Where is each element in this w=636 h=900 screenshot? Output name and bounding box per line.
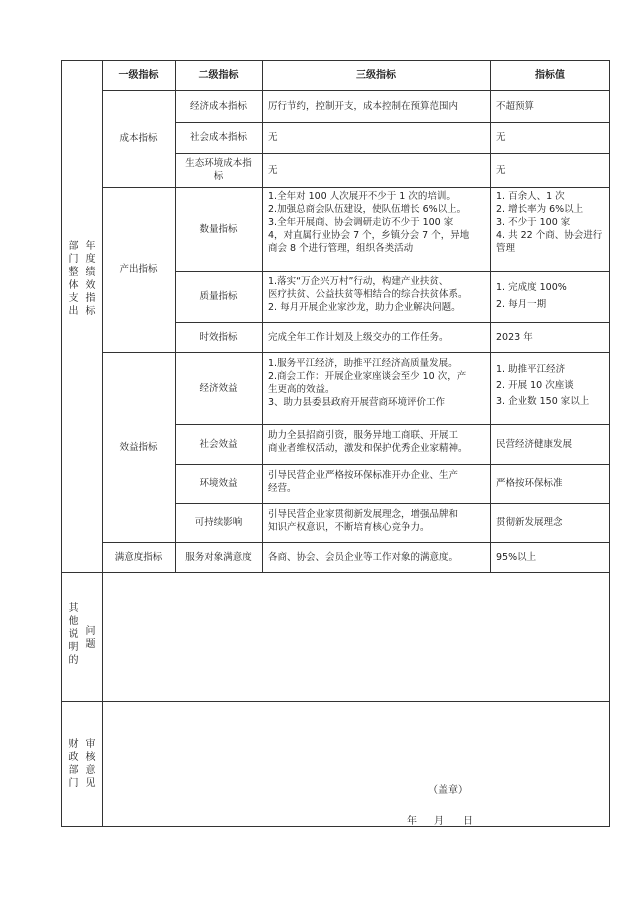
text-line: 引导民营企业家贯彻新发展理念，增强品牌和 (268, 509, 459, 520)
row-eco-cost-l3: 无 (268, 164, 278, 176)
date-day: 日 (463, 816, 473, 827)
text-line: 商业者维权活动，激发和保护优秀企业家精神。 (268, 443, 468, 454)
text-line: 4. 共 22 个商、协会进行 (496, 230, 603, 241)
row-social-cost-val: 无 (496, 132, 506, 143)
side-label-perf: 年度绩效指标 (85, 241, 96, 317)
row-econ-benefit-l2: 经济效益 (199, 382, 238, 394)
row-satisfaction-l2: 服务对象满意度 (185, 551, 252, 563)
text-line: 2. 开展 10 次座谈 (496, 380, 574, 391)
header-level1: 一级指标 (118, 69, 159, 81)
row-quantity-l2: 数量指标 (199, 223, 238, 235)
group-output: 产出指标 (119, 264, 158, 275)
side-label-dept: 部门整体支出 (68, 241, 79, 317)
seal-label: （盖章） (428, 785, 468, 796)
row-eco-cost-val: 无 (496, 164, 506, 176)
row-satisfaction-l3: 各商、协会、会员企业等工作对象的满意度。 (268, 551, 459, 563)
text-line: 3.全年开展商、协会调研走访不少于 100 家 (268, 217, 454, 228)
row-sustain-l3 (262, 503, 490, 542)
text-line: 3. 不少于 100 家 (496, 217, 571, 228)
header-value: 指标值 (535, 69, 565, 81)
text-line: 生更高的效益。 (268, 384, 335, 395)
row-env-benefit-val: 严格按环保标准 (496, 478, 563, 489)
text-line: 4，对直属行业协会 7 个，乡镇分会 7 个，异地 (268, 230, 470, 241)
group-benefit: 效益指标 (119, 441, 158, 453)
text-line: 医疗扶贫、公益扶贫等相结合的综合扶贫体系。 (268, 289, 468, 300)
header-level3: 三级指标 (356, 69, 396, 81)
text-line: 助力全县招商引资，服务异地工商联、开展工 (268, 430, 459, 441)
row-env-benefit-l2: 环境效益 (199, 478, 238, 489)
text-line: 引导民营企业严格按环保标准开办企业、生产 (268, 470, 459, 481)
row-timeliness-l3: 完成全年工作计划及上级交办的工作任务。 (268, 331, 449, 343)
row-social-benefit-l3 (262, 424, 490, 464)
row-quantity-val (490, 187, 610, 271)
row-econ-cost-l2: 经济成本指标 (189, 100, 247, 112)
text-line: 2. 增长率为 6%以上 (496, 204, 584, 215)
divider (61, 572, 610, 573)
date-month: 月 (434, 816, 444, 827)
row-econ-benefit-val (490, 352, 610, 424)
text-line: 1.全年对 100 人次展开不少于 1 次的培训。 (268, 191, 456, 202)
text-line: 经营。 (268, 483, 297, 494)
side-label-finance: 财政部门 (68, 739, 79, 789)
group-satisfaction: 满意度指标 (114, 551, 163, 563)
row-quality-val (490, 271, 610, 322)
divider (61, 701, 610, 702)
side-label-other: 其他说明的 (68, 603, 79, 666)
row-eco-cost-l2: 生态环境成本指标 (185, 158, 252, 182)
header-level2: 二级指标 (198, 69, 239, 81)
row-env-benefit-l3 (262, 464, 490, 503)
side-label-problem: 问题 (85, 626, 96, 650)
side-label-review: 审核意见 (85, 739, 96, 789)
text-line: 1.服务平江经济，助推平江经济高质量发展。 (268, 358, 458, 369)
text-line: 商会 8 个进行管理，组织各类活动 (268, 243, 414, 254)
row-quality-l3 (262, 271, 490, 322)
group-cost: 成本指标 (119, 133, 158, 144)
text-line: 1. 百余人、1 次 (496, 191, 565, 202)
text-line: 管理 (496, 243, 516, 254)
text-line: 1.落实“万企兴万村”行动，构建产业扶贫、 (268, 276, 449, 287)
text-line: 2. 每月开展企业家沙龙，助力企业解决问题。 (268, 302, 461, 313)
row-timeliness-l2: 时效指标 (199, 331, 238, 343)
row-timeliness-val: 2023 年 (496, 331, 533, 343)
date-year: 年 (407, 816, 417, 827)
row-sustain-val: 贯彻新发展理念 (496, 517, 563, 528)
row-social-cost-l2: 社会成本指标 (189, 132, 247, 143)
row-econ-cost-val: 不超预算 (496, 100, 535, 112)
row-satisfaction-val: 95%以上 (496, 551, 537, 563)
text-line: 知识产权意识，不断培育核心竞争力。 (268, 522, 430, 533)
row-quality-l2: 质量指标 (199, 291, 238, 302)
row-econ-cost-l3: 厉行节约，控制开支，成本控制在预算范围内 (268, 100, 459, 112)
text-line: 2. 每月一期 (496, 299, 547, 310)
text-line: 3、助力县委县政府开展营商环境评价工作 (268, 397, 446, 408)
row-social-benefit-l2: 社会效益 (199, 438, 238, 450)
text-line: 3. 企业数 150 家以上 (496, 396, 590, 407)
row-econ-benefit-l3 (262, 352, 490, 424)
text-line: 2.加强总商会队伍建设，使队伍增长 6%以上。 (268, 204, 467, 215)
text-line: 1. 助推平江经济 (496, 364, 566, 375)
row-social-benefit-val: 民营经济健康发展 (496, 438, 573, 450)
text-line: 1. 完成度 100% (496, 282, 567, 293)
row-quantity-l3 (262, 187, 490, 271)
row-social-cost-l3: 无 (268, 132, 278, 143)
text-line: 2.商会工作：开展企业家座谈会至少 10 次，产 (268, 371, 467, 382)
row-sustain-l2: 可持续影响 (194, 517, 243, 528)
